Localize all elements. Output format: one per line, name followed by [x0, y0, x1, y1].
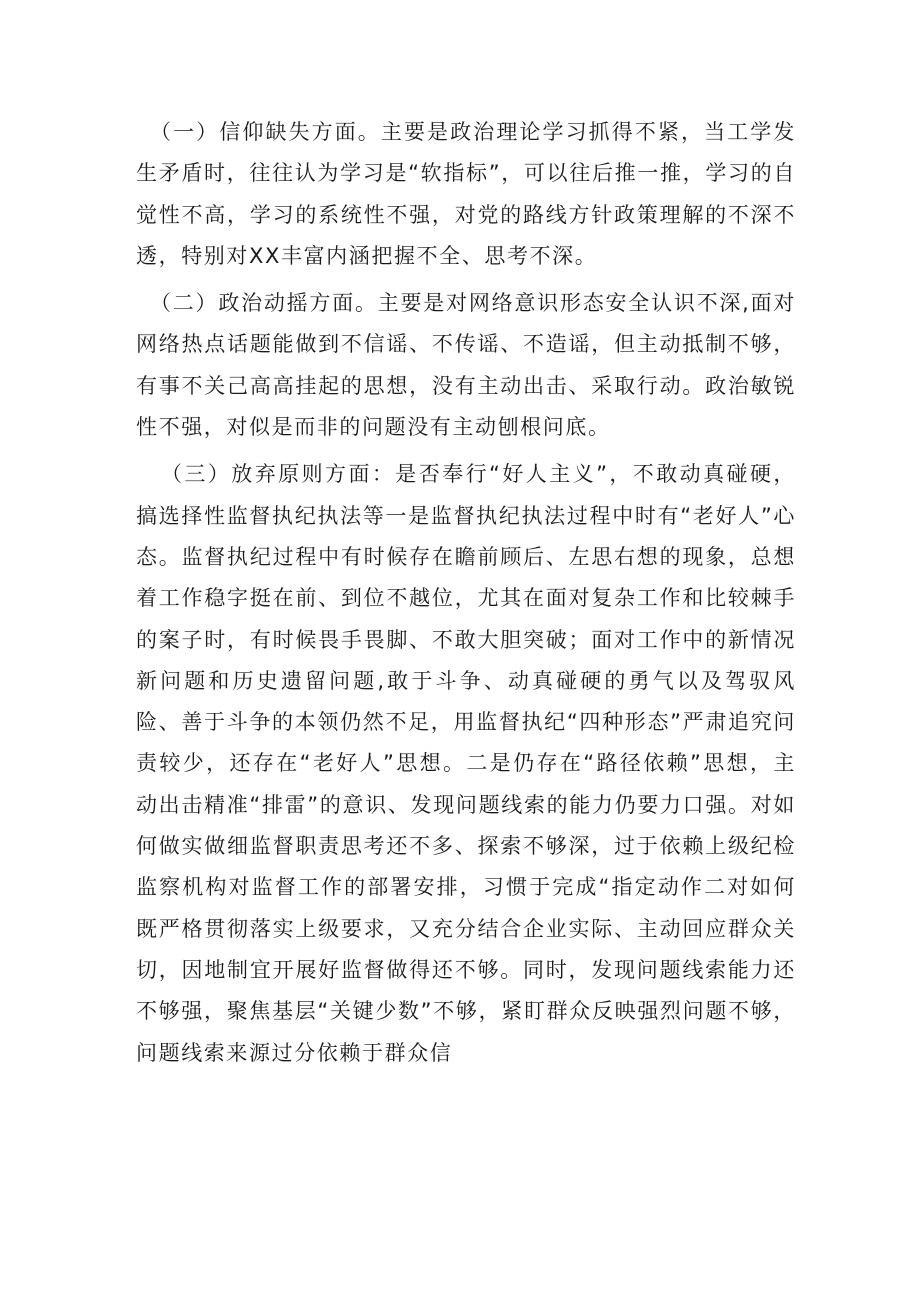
paragraph-political-wavering: （二）政治动摇方面。主要是对网络意识形态安全认识不深,面对网络热点话题能做到不信谣、不传谣、不造谣，但主动抵制不够，有事不关己高高挂起的思想，没有主动出击、采取行动。政治敏锐性不强，对似是而非的问题没有主动刨根问底。: [136, 291, 796, 440]
document-body: [136, 112, 796, 1074]
paragraph-abandoning-principles: （三）放弃原则方面：是否奉行“好人主义”，不敢动真碰硬，搞选择性监督执纪执法等一是监督执纪执法过程中时有“老好人”心态。监督执纪过程中有时候存在瞻前顾后、左思右想的现象，总想着工作稳字挺在前、到位不越位，尤其在面对复杂工作和比较棘手的案子时，有时候畏手畏脚、不敢大胆突破；面对工作中的新情况新问题和历史遗留问题,敢于斗争、动真碰硬的勇气以及驾驭风险、善于斗争的本领仍然不足，用监督执纪“四种形态”严肃追究问责较少，还存在“老好人”思想。二是仍存在“路径依赖”思想，主动出击精准“排雷”的意识、发现问题线索的能力仍要力口强。对如何做实做细监督职责思考还不多、探索不够深，过于依赖上级纪检监察机构对监督工作的部署安排，习惯于完成“指定动作二对如何既严格贯彻落实上级要求，又充分结合企业实际、主动回应群众关切，因地制宜开展好监督做得还不够。同时，发现问题线索能力还不够强，聚焦基层“关键少数”不够，紧盯群众反映强烈问题不够，问题线索来源过分依赖于群众信: [136, 462, 796, 1065]
paragraph-belief-deficiency: （一）信仰缺失方面。主要是政治理论学习抓得不紧，当工学发生矛盾时，往往认为学习是“软指标”，可以往后推一推，学习的自觉性不高，学习的系统性不强，对党的路线方针政策理解的不深不透，特别对XX丰富内涵把握不全、思考不深。: [136, 120, 796, 268]
